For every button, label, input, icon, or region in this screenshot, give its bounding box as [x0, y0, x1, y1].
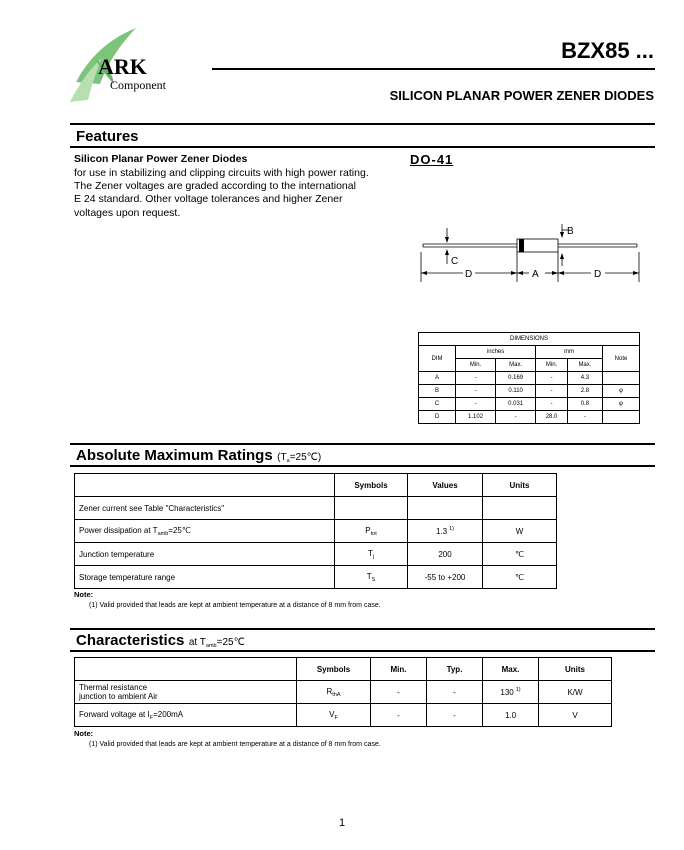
inches-header: inches	[456, 346, 536, 359]
min-header: Min.	[536, 359, 568, 372]
table-cell: B	[419, 385, 456, 398]
section-rule-bottom	[70, 650, 655, 652]
min-header: Min.	[371, 658, 427, 681]
package-name: DO-41	[410, 152, 454, 167]
abs-max-condition: $(T_a=25℃)$	[277, 452, 322, 464]
company-logo	[66, 24, 182, 110]
table-cell: A	[419, 372, 456, 385]
value-cell: -55 to +200	[408, 566, 483, 589]
section-rule-bottom	[70, 465, 655, 467]
symbol-cell: $T_S$	[335, 566, 408, 589]
unit-cell: ℃	[483, 543, 557, 566]
table-row	[75, 681, 612, 704]
characteristics-table	[74, 657, 612, 727]
note-text: (1) Valid provided that leads are kept at ambient temperature at a distance of 8 mm from case.	[89, 741, 381, 748]
page-number: 1	[338, 817, 346, 829]
param-cell: Junction temperature	[75, 543, 335, 566]
table-cell: -	[536, 372, 568, 385]
section-rule-top	[70, 443, 655, 445]
diameter-icon: φ	[603, 398, 640, 411]
param-cell: Power dissipation at $T_{amb}=25℃$	[75, 520, 335, 543]
header-rule	[212, 68, 655, 70]
table-row	[75, 520, 557, 543]
typ-cell: -	[427, 704, 483, 727]
table-cell: 0.169	[496, 372, 536, 385]
table-cell: 0.110	[496, 385, 536, 398]
diameter-icon: φ	[603, 385, 640, 398]
features-description	[74, 167, 394, 220]
table-cell: D	[419, 411, 456, 424]
abs-max-table	[74, 473, 557, 589]
note-title: Note:	[74, 590, 94, 599]
table-cell: 4.3	[567, 372, 602, 385]
table-cell: -	[456, 398, 496, 411]
features-heading: Silicon Planar Power Zener Diodes	[74, 153, 248, 165]
symbol-cell: $T_j$	[335, 543, 408, 566]
max-header: Max.	[567, 359, 602, 372]
table-row	[419, 372, 640, 385]
section-rule-bottom	[70, 146, 655, 148]
table-cell: -	[567, 411, 602, 424]
dim-label-c: C	[451, 256, 459, 267]
dim-label-a: A	[532, 269, 539, 280]
package-outline-diagram	[415, 222, 645, 286]
table-cell: -	[456, 385, 496, 398]
symbol-cell: $R_{thA}$	[297, 681, 371, 704]
symbols-header: Symbols	[297, 658, 371, 681]
table-cell: 2.8	[567, 385, 602, 398]
typ-header: Typ.	[427, 658, 483, 681]
unit-cell: W	[483, 520, 557, 543]
table-cell: 1.102	[456, 411, 496, 424]
table-row	[75, 543, 557, 566]
param-cell: Zener current see Table "Characteristics"	[75, 497, 335, 520]
values-header: Values	[408, 474, 483, 497]
units-header: Units	[483, 474, 557, 497]
param-cell: Forward voltage at $I_F=200mA$	[75, 704, 297, 727]
characteristics-title: Characteristics	[76, 632, 185, 649]
features-title: Features	[76, 128, 139, 145]
units-header: Units	[539, 658, 612, 681]
part-number: BZX85 ...	[561, 38, 654, 63]
table-cell: -	[496, 411, 536, 424]
unit-cell: V	[539, 704, 612, 727]
value-cell: 1.3 $^{1)}$	[408, 520, 483, 543]
max-header: Max.	[496, 359, 536, 372]
symbol-cell: $P_{tot}$	[335, 520, 408, 543]
max-header: Max.	[483, 658, 539, 681]
param-header	[75, 474, 335, 497]
mm-header: mm	[536, 346, 603, 359]
table-row	[75, 704, 612, 727]
feature-line: E 24 standard. Other voltage tolerances and higher Zener	[74, 193, 343, 206]
table-cell: -	[536, 385, 568, 398]
symbols-header: Symbols	[335, 474, 408, 497]
max-cell: 130 $^{1)}$	[483, 681, 539, 704]
section-rule-top	[70, 123, 655, 125]
logo-subtext: Component	[110, 78, 166, 92]
characteristics-heading	[76, 632, 245, 650]
dimensions-title: DIMENSIONS	[419, 333, 640, 346]
table-cell	[603, 411, 640, 424]
table-cell	[603, 372, 640, 385]
table-cell: -	[536, 398, 568, 411]
document-subtitle: SILICON PLANAR POWER ZENER DIODES	[389, 88, 654, 103]
unit-cell: ℃	[483, 566, 557, 589]
value-cell: 200	[408, 543, 483, 566]
characteristics-condition: at $T_{amb}=25℃$	[188, 637, 245, 649]
param-cell: Storage temperature range	[75, 566, 335, 589]
dim-header: DIM	[419, 346, 456, 372]
abs-max-title: Absolute Maximum Ratings	[76, 447, 273, 464]
note-title: Note:	[74, 729, 94, 738]
param-header	[75, 658, 297, 681]
table-row	[75, 566, 557, 589]
symbol-cell: $V_F$	[297, 704, 371, 727]
table-cell: 0.031	[496, 398, 536, 411]
unit-cell: K/W	[539, 681, 612, 704]
dim-label-b: B	[567, 226, 574, 237]
feature-line: voltages upon request.	[74, 206, 181, 219]
table-cell: C	[419, 398, 456, 411]
min-cell: -	[371, 704, 427, 727]
table-row	[419, 385, 640, 398]
dim-label-d: D	[594, 269, 602, 280]
feature-line: The Zener voltages are graded according to the international	[74, 180, 356, 193]
dim-label-d: D	[465, 269, 473, 280]
note-text: (1) Valid provided that leads are kept at ambient temperature at a distance of 8 mm from case.	[89, 602, 381, 609]
note-header: Note	[603, 346, 640, 372]
table-row	[419, 398, 640, 411]
min-cell: -	[371, 681, 427, 704]
logo-text: ARK	[98, 54, 147, 79]
max-cell: 1.0	[483, 704, 539, 727]
dimensions-table	[418, 332, 640, 424]
table-cell: 28.0	[536, 411, 568, 424]
typ-cell: -	[427, 681, 483, 704]
table-row	[75, 497, 557, 520]
min-header: Min.	[456, 359, 496, 372]
section-rule-top	[70, 628, 655, 630]
table-row	[419, 411, 640, 424]
abs-max-heading	[76, 447, 321, 465]
param-cell: Thermal resistance junction to ambient Air	[75, 681, 297, 704]
table-cell: -	[456, 372, 496, 385]
feature-line: for use in stabilizing and clipping circuits with high power rating.	[74, 167, 369, 179]
table-cell: 0.8	[567, 398, 602, 411]
